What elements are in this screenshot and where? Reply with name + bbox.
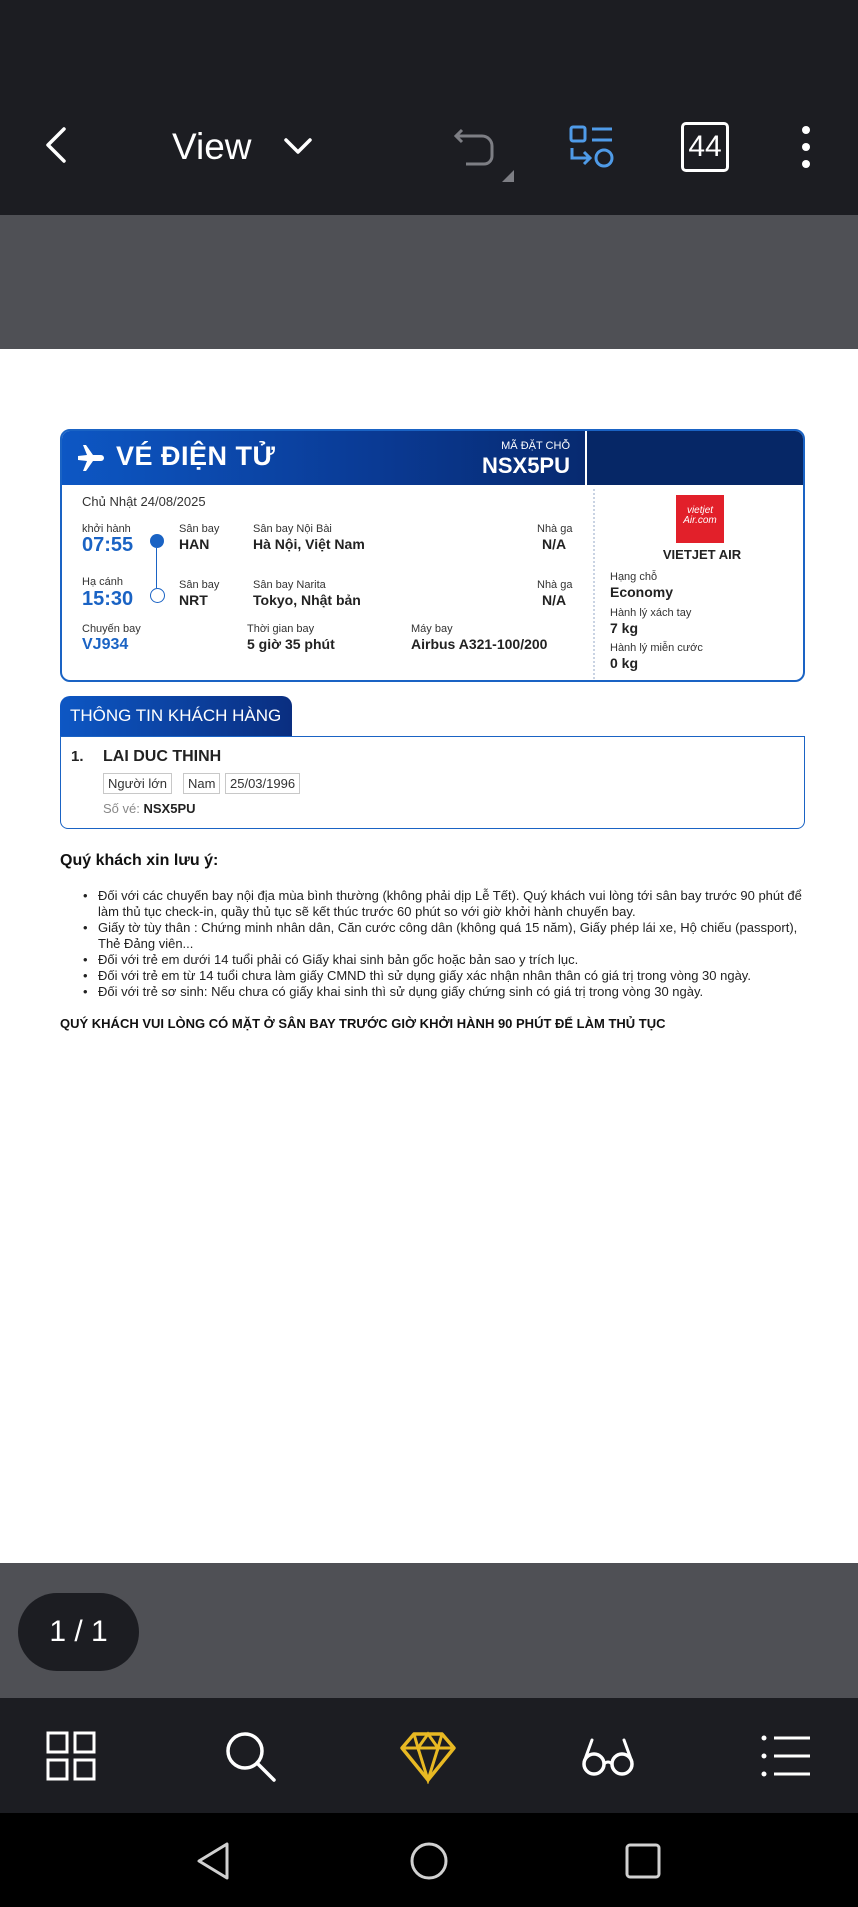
arrival-airport-label: Sân bay (179, 579, 220, 591)
departure-terminal: N/A (542, 536, 567, 552)
note-item: • Đối với trẻ em dưới 14 tuổi phải có Giấy khai sinh bản gốc hoặc bản sao y trích lục. (80, 952, 805, 968)
menu-list-icon[interactable] (758, 1728, 814, 1784)
aircraft: Airbus A321-100/200 (411, 636, 548, 652)
customer-info-tab: THÔNG TIN KHÁCH HÀNG (60, 696, 292, 736)
passenger-type-chip: Người lớn (103, 773, 172, 794)
notes-list (80, 888, 805, 1000)
pnr-label: MÃ ĐẶT CHỖ (501, 440, 570, 452)
ticket-header-barcode-area (587, 431, 805, 485)
search-icon[interactable] (222, 1728, 278, 1784)
tabs-count-button[interactable]: 44 (681, 122, 729, 172)
departure-airport-label: Sân bay (179, 523, 220, 535)
flight-number-label: Chuyến bay (82, 623, 141, 635)
view-mode-label[interactable]: View (172, 126, 252, 167)
arrival-time: 15:30 (82, 588, 134, 610)
note-item: • Đối với trẻ sơ sinh: Nếu chưa có giấy khai sinh thì sử dụng giấy chứng sinh có giá trị trong vòng 30 ngày. (80, 984, 805, 1000)
vietjet-logo: vietjet Air.com (676, 495, 724, 543)
carryon-label: Hành lý xách tay (610, 607, 692, 619)
departure-time: 07:55 (82, 534, 134, 556)
departure-airport-code: HAN (179, 536, 210, 552)
departure-label: khởi hành (82, 523, 131, 535)
departure-terminal-label: Nhà ga (537, 523, 573, 535)
arrival-terminal: N/A (542, 592, 567, 608)
arrival-terminal-label: Nhà ga (537, 579, 573, 591)
departure-city: Hà Nội, Việt Nam (253, 536, 365, 552)
flight-date: Chủ Nhật 24/08/2025 (82, 494, 206, 509)
airplane-icon (76, 443, 106, 473)
seat-class: Economy (610, 584, 674, 600)
e-ticket-card (60, 429, 805, 682)
customer-info-box (60, 736, 805, 829)
arrival-airport-name: Sân bay Narita (253, 579, 326, 591)
nav-home-icon[interactable] (408, 1840, 450, 1882)
aircraft-label: Máy bay (411, 623, 453, 635)
class-label: Hạng chỗ (610, 571, 658, 583)
departure-dot (150, 534, 164, 548)
free-bag-weight: 0 kg (610, 655, 639, 671)
passenger-dob-chip: 25/03/1996 (225, 773, 300, 794)
flight-number: VJ934 (82, 636, 129, 653)
passenger-name: LAI DUC THINH (103, 748, 222, 765)
reading-mode-glasses-icon[interactable] (580, 1728, 636, 1784)
free-bag-label: Hành lý miễn cước (610, 642, 703, 654)
back-icon[interactable] (40, 125, 74, 165)
arrival-dot (150, 588, 165, 603)
departure-airport-name: Sân bay Nội Bài (253, 523, 332, 535)
ticket-divider (593, 489, 595, 679)
arrival-city: Tokyo, Nhật bản (253, 592, 361, 608)
page-indicator[interactable]: 1 / 1 (18, 1593, 139, 1671)
duration-label: Thời gian bay (247, 623, 315, 635)
note-item: • Đối với trẻ em từ 14 tuổi chưa làm giấy CMND thì sử dụng giấy xác nhận nhân thân có giá trị trong vòng 30 ngày. (80, 968, 805, 984)
flight-duration: 5 giờ 35 phút (247, 636, 335, 652)
route-line (156, 548, 157, 588)
arrival-warning: QUÝ KHÁCH VUI LÒNG CÓ MẶT Ở SÂN BAY TRƯỚC GIỜ KHỞI HÀNH 90 PHÚT ĐỂ LÀM THỦ TỤC (60, 1016, 666, 1031)
arrival-airport-code: NRT (179, 592, 208, 608)
reflow-layout-icon[interactable] (568, 124, 616, 170)
passenger-gender-chip: Nam (183, 773, 220, 794)
ticket-number: NSX5PU (143, 801, 196, 816)
viewer-background-top (0, 215, 858, 349)
ticket-header (62, 431, 585, 485)
thumbnails-grid-icon[interactable] (43, 1728, 99, 1784)
notes-title: Quý khách xin lưu ý: (60, 852, 219, 869)
ticket-number-label: Số vé: (103, 801, 140, 816)
nav-recents-icon[interactable] (622, 1840, 664, 1882)
note-item: • Đối với các chuyến bay nội địa mùa bình thường (không phải dịp Lễ Tết). Quý khách vui lòng tới sân bay trước 90 phút để làm thủ tục check-in, quầy thủ tục sẽ kết thúc trước 60 phút so với giờ khởi hành chuyến bay. (80, 888, 805, 920)
pnr-code: NSX5PU (481, 453, 570, 478)
chevron-down-icon[interactable] (282, 132, 314, 162)
carryon-weight: 7 kg (610, 620, 639, 636)
passenger-number: 1. (71, 748, 84, 765)
undo-icon[interactable] (452, 124, 514, 182)
ticket-title: VÉ ĐIỆN TỬ (116, 441, 276, 471)
airline-name: VIETJET AIR (662, 547, 742, 562)
more-options-icon[interactable] (796, 124, 816, 170)
top-toolbar (0, 0, 858, 215)
note-item: • Giấy tờ tùy thân : Chứng minh nhân dân, Căn cước công dân (không quá 15 năm), Giấy phép lái xe, Hộ chiếu (passport), Thẻ Đảng viên... (80, 920, 805, 952)
arrival-label: Hạ cánh (82, 576, 123, 588)
nav-back-icon[interactable] (193, 1840, 235, 1882)
premium-diamond-icon[interactable] (400, 1728, 456, 1784)
ticket-number-row (103, 801, 196, 816)
